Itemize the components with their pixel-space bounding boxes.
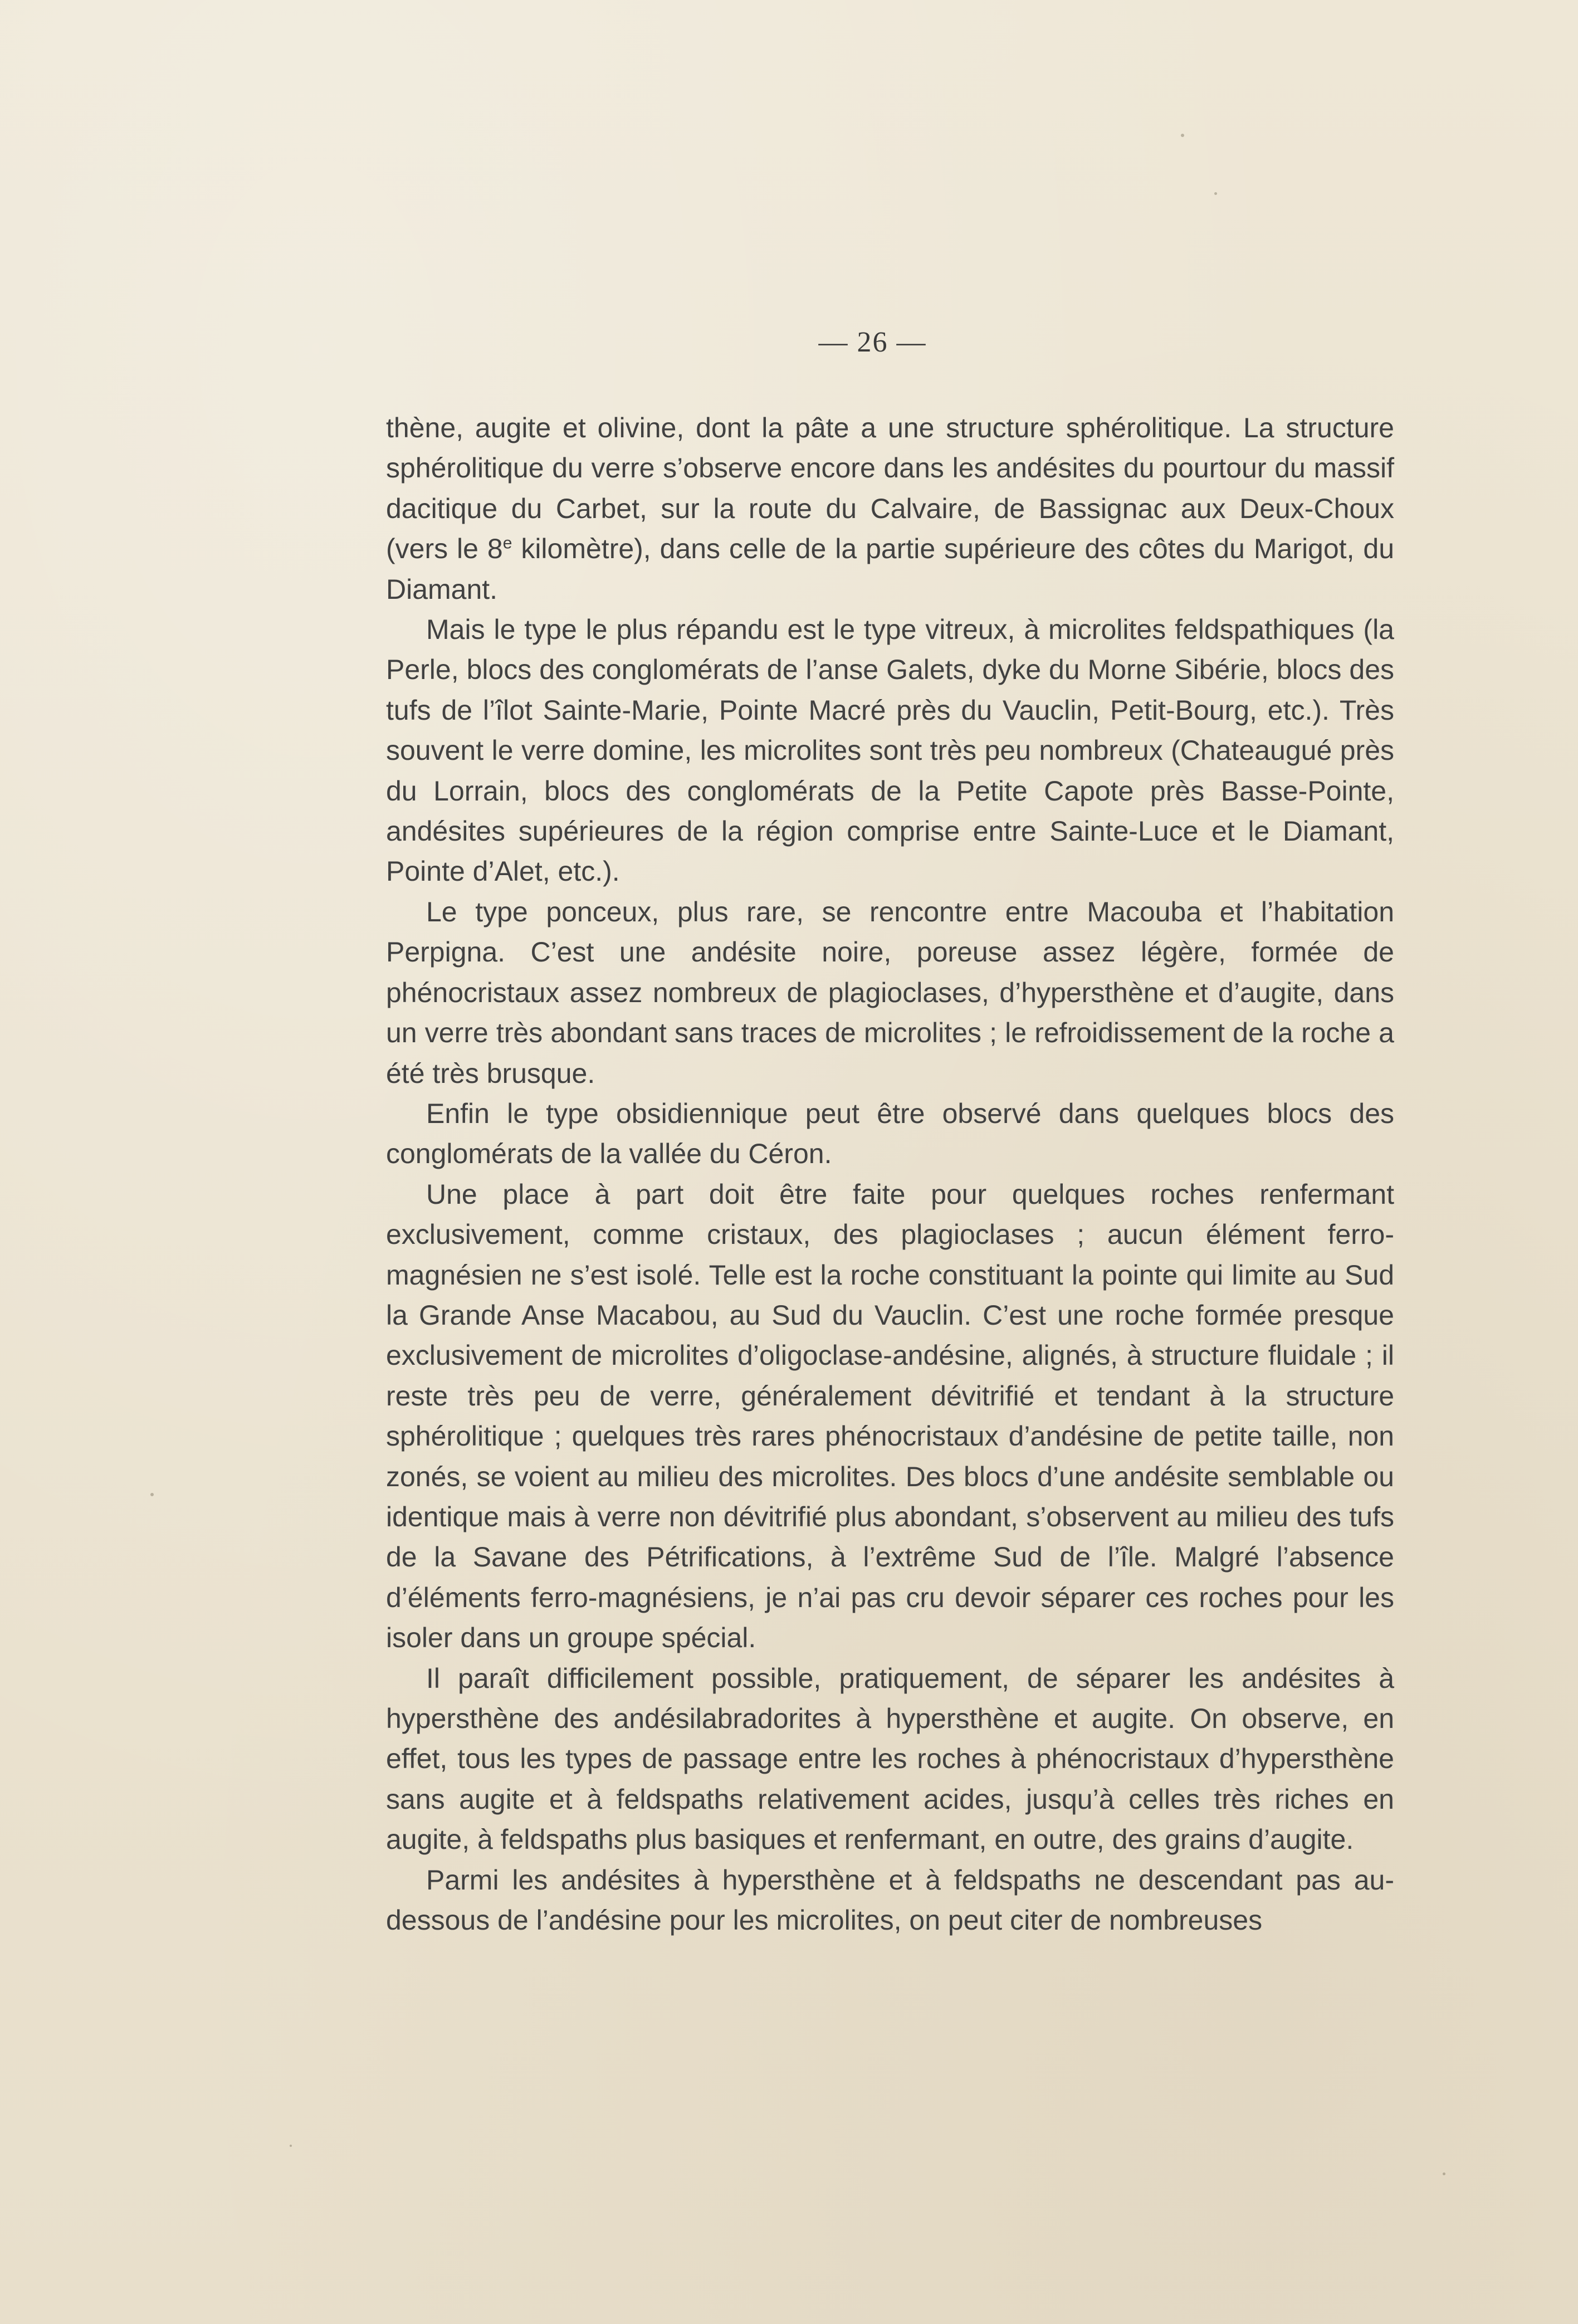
paragraph-3: Le type ponceux, plus rare, se rencontre entre Macouba et l’habitation Perpigna. C’est une andésite noire, poreuse assez légère, formée de phénocristaux assez nombreux de plagioclases, d’hypersthène et d’augite, dans un verre très abondant sans traces de microlites ; le refroidissement de la roche a été très brusque.	[386, 896, 1394, 1089]
paragraph-4: Enfin le type obsidiennique peut être observé dans quelques blocs des conglomérats de la vallée du Céron.	[386, 1097, 1394, 1170]
body-text	[386, 408, 1394, 1940]
paper-speck	[1443, 2172, 1445, 2175]
paragraph-7: Parmi les andésites à hypersthène et à feldspaths ne descendant pas au-dessous de l’andésine pour les microlites, on peut citer de nombreuses	[386, 1864, 1394, 1936]
paragraph-6: Il paraît difficilement possible, pratiquement, de séparer les andésites à hypersthène des andésilabradorites à hypersthène et augite. On observe, en effet, tous les types de passage entre les roches à phénocristaux d’hypersthène sans augite et à feldspaths relativement acides, jusqu’à celles très riches en augite, à feldspaths plus basiques et renfermant, en outre, des grains d’augite.	[386, 1662, 1394, 1856]
paragraph-1-text-after: kilomètre), dans celle de la partie supérieure des côtes du Marigot, du Diamant.	[386, 533, 1395, 605]
paper-speck	[1214, 192, 1217, 195]
paper-speck	[1181, 134, 1184, 137]
paragraph-1-text-before: thène, augite et olivine, dont la pâte a une structure sphérolitique. La structure sphérolitique du verre s’observe encore dans les andésites du pourtour du massif dacitique du Carbet, sur la route du Calvaire, de Bassignac aux Deux-Choux (vers le 8	[386, 412, 1394, 565]
paragraph-2: Mais le type le plus répandu est le type vitreux, à microlites feldspathiques (la Perle, blocs des conglomérats de l’anse Galets, dyke du Morne Sibérie, blocs des tufs de l’îlot Sainte-Marie, Pointe Macré près du Vauclin, Petit-Bourg, etc.). Très souvent le verre domine, les microlites sont très peu nombreux (Chateaugué près du Lorrain, blocs des conglomérats de la Petite Capote près Basse-Pointe, andésites supérieures de la région comprise entre Sainte-Luce et le Diamant, Pointe d’Alet, etc.).	[386, 614, 1394, 887]
paragraph-1	[386, 408, 1394, 609]
paper-speck	[150, 1493, 154, 1496]
page-number: — 26 —	[818, 326, 927, 358]
ordinal-superscript: e	[502, 534, 512, 553]
paragraph-5: Une place à part doit être faite pour quelques roches renfermant exclusivement, comme cristaux, des plagioclases ; aucun élément ferro-magnésien ne s’est isolé. Telle est la roche constituant la pointe qui limite au Sud la Grande Anse Macabou, au Sud du Vauclin. C’est une roche formée presque exclusivement de microlites d’oligoclase-andésine, alignés, à structure fluidale ; il reste très peu de verre, généralement dévitrifié et tendant à la structure sphérolitique ; quelques très rares phénocristaux d’andésine de petite taille, non zonés, se voient au milieu des microlites. Des blocs d’une andésite semblable ou identique mais à verre non dévitrifié plus abondant, s’observent au milieu des tufs de la Savane des Pétrifications, à l’extrême Sud de l’île. Malgré l’absence d’éléments ferro-magnésiens, je n’ai pas cru devoir séparer ces roches pour les isoler dans un groupe spécial.	[386, 1178, 1394, 1654]
paper-speck	[290, 2145, 292, 2147]
